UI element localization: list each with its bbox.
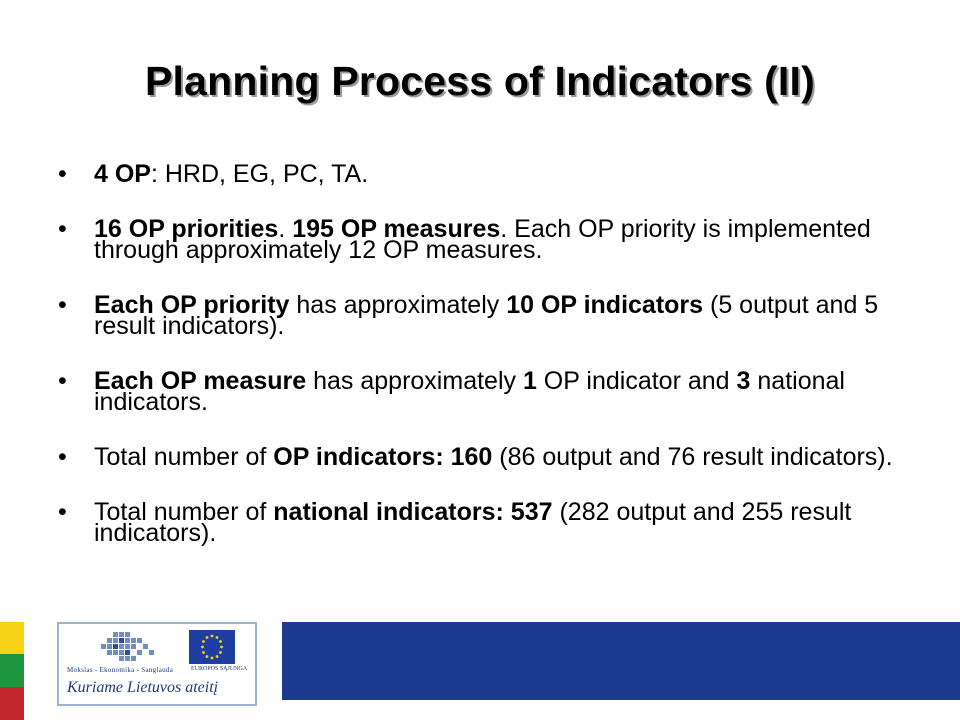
bullet-text: has approximately	[306, 367, 523, 395]
bullet-bold-text: 195 OP measures	[292, 215, 501, 243]
eu-flag-icon	[189, 630, 235, 664]
bullet-dot-icon: •	[58, 291, 67, 319]
bullet-item	[58, 215, 918, 264]
bullet-bold-text: national indicators: 537	[273, 498, 553, 526]
bullet-text: OP indicator and	[536, 367, 737, 395]
logo-name: Mokslas - Ekonomika - Sanglauda	[67, 666, 174, 674]
bullet-bold-text: 10 OP indicators	[506, 291, 704, 319]
slide-title: Planning Process of Indicators (II)	[145, 58, 815, 104]
bullet-item	[58, 367, 918, 416]
bullet-bold-text: 4 OP	[94, 160, 151, 188]
bullet-dot-icon: •	[58, 160, 67, 188]
bullet-bold-text: 3	[736, 367, 751, 395]
bullet-text: Total number of	[94, 443, 274, 471]
program-logo	[57, 622, 257, 706]
bullet-bold-text: 16 OP priorities	[94, 215, 279, 243]
mosaic-logo-icon	[83, 630, 179, 664]
bullet-text: : HRD, EG, PC, TA.	[150, 160, 369, 188]
lithuanian-flag-icon	[0, 622, 24, 720]
bullet-item	[58, 498, 918, 547]
eu-label: EUROPOS SĄJUNGA	[191, 666, 248, 672]
bullet-text: (5 output and 5 result indicators).	[94, 291, 879, 340]
bullet-bold-text: Each OP measure	[94, 367, 307, 395]
bullet-text: has approximately	[289, 291, 507, 319]
bullet-dot-icon: •	[58, 443, 67, 471]
bullet-text: Total number of	[94, 498, 274, 526]
bullet-dot-icon: •	[58, 367, 67, 395]
bullet-text: . Each OP priority is implemented through approximately 12 OP measures.	[94, 215, 871, 264]
bullet-item	[58, 160, 918, 188]
bullet-bold-text: Each OP priority	[94, 291, 290, 319]
slogan: Kuriame Lietuvos ateitį	[67, 679, 219, 696]
bullet-text: national indicators.	[94, 367, 845, 416]
bullet-dot-icon: •	[58, 498, 67, 526]
footer	[0, 622, 960, 720]
bullet-list	[58, 160, 918, 578]
bullet-bold-text: 1	[522, 367, 537, 395]
bullet-dot-icon: •	[58, 215, 67, 243]
bullet-bold-text: OP indicators: 160	[273, 443, 493, 471]
footer-blue-bar	[282, 622, 960, 700]
bullet-text: (282 output and 255 result indicators).	[94, 498, 852, 547]
bullet-text: (86 output and 76 result indicators).	[492, 443, 893, 471]
bullet-text: .	[278, 215, 293, 243]
bullet-item	[58, 291, 918, 340]
bullet-item	[58, 443, 918, 471]
